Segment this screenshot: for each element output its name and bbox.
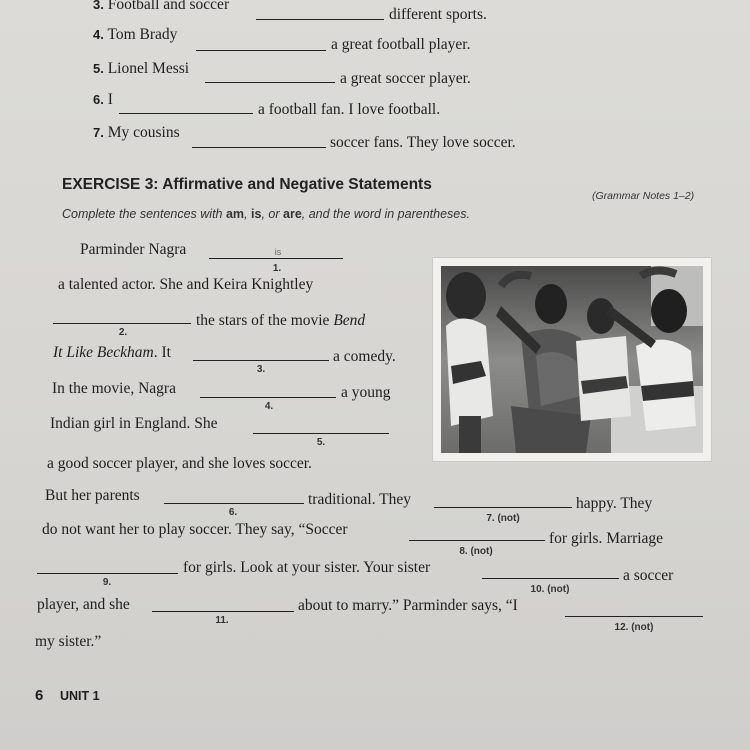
item-6: 6. I xyxy=(93,91,113,108)
blank-3[interactable] xyxy=(193,360,329,361)
number-9: 9. xyxy=(102,577,112,588)
blank-10[interactable] xyxy=(482,578,619,579)
number-5: 5. xyxy=(316,437,326,448)
passage-line-5b: a young xyxy=(341,384,391,401)
passage-line-10a: for girls. Look at your sister. Your sister xyxy=(183,559,431,576)
blank-item-7[interactable] xyxy=(192,147,326,148)
blank-item-4[interactable] xyxy=(196,50,326,51)
blank-12[interactable] xyxy=(565,616,703,617)
blank-8[interactable] xyxy=(409,540,545,541)
blank-item-5[interactable] xyxy=(205,82,335,83)
passage-line-8c: happy. They xyxy=(576,495,653,512)
exercise-instructions: Complete the sentences with am, is, or are, and the word in parentheses. xyxy=(62,207,470,221)
number-11: 11. xyxy=(215,615,229,626)
number-2: 2. xyxy=(118,327,128,338)
item-7-rest: soccer fans. They love soccer. xyxy=(330,134,516,151)
blank-item-3[interactable] xyxy=(256,19,384,20)
item-5-rest: a great soccer player. xyxy=(340,70,471,87)
passage-line-9a: do not want her to play soccer. They say, “Soccer xyxy=(42,521,348,538)
number-3: 3. xyxy=(256,364,266,375)
blank-9[interactable] xyxy=(37,573,178,574)
passage-line-8b: traditional. They xyxy=(308,491,412,508)
passage-line-4: It Like Beckham. It xyxy=(53,344,171,361)
blank-7[interactable] xyxy=(434,507,572,508)
item-4-rest: a great football player. xyxy=(331,36,471,53)
item-6-rest: a football fan. I love football. xyxy=(258,101,441,118)
passage-line-6: Indian girl in England. She xyxy=(50,415,218,432)
number-6: 6. xyxy=(228,507,238,518)
passage-line-12: my sister.” xyxy=(35,633,102,650)
grammar-notes-ref: (Grammar Notes 1–2) xyxy=(592,190,695,202)
number-10: 10. (not) xyxy=(530,584,570,595)
passage-line-8a: But her parents xyxy=(45,487,140,504)
passage-line-1: Parminder Nagra xyxy=(80,241,187,258)
item-4: 4. Tom Brady xyxy=(93,26,178,43)
passage-line-7: a good soccer player, and she loves soccer. xyxy=(47,455,312,472)
passage-line-2: a talented actor. She and Keira Knightley xyxy=(58,276,314,293)
page-number: 6 xyxy=(35,687,44,704)
passage-line-3: the stars of the movie Bend xyxy=(196,312,366,329)
number-4: 4. xyxy=(264,401,274,412)
number-8: 8. (not) xyxy=(459,546,493,557)
passage-line-10b: a soccer xyxy=(623,567,674,584)
passage-line-4b: a comedy. xyxy=(333,348,396,365)
blank-4[interactable] xyxy=(200,397,336,398)
number-12: 12. (not) xyxy=(614,622,654,633)
passage-line-9b: for girls. Marriage xyxy=(549,530,664,547)
blank-1[interactable] xyxy=(209,258,343,259)
soccer-team-photo xyxy=(441,266,703,453)
blank-2[interactable] xyxy=(53,323,191,324)
number-7: 7. (not) xyxy=(486,513,520,524)
number-1: 1. xyxy=(272,263,282,274)
answer-1: is xyxy=(274,247,282,257)
item-7: 7. My cousins xyxy=(93,124,180,141)
item-5: 5. Lionel Messi xyxy=(93,60,190,77)
item-3-rest: different sports. xyxy=(389,6,487,23)
blank-11[interactable] xyxy=(152,611,294,612)
exercise-title: EXERCISE 3: Affirmative and Negative Statements xyxy=(62,176,432,193)
item-3: 3. Football and soccer xyxy=(93,0,230,13)
passage-line-11a: player, and she xyxy=(37,596,130,613)
movie-photo-frame xyxy=(433,258,711,461)
unit-label: UNIT 1 xyxy=(60,689,100,703)
passage-line-5: In the movie, Nagra xyxy=(52,380,176,397)
passage-line-11b: about to marry.” Parminder says, “I xyxy=(298,597,518,614)
blank-5[interactable] xyxy=(253,433,389,434)
soccer-team-photo-image xyxy=(441,266,703,453)
blank-6[interactable] xyxy=(164,503,304,504)
blank-item-6[interactable] xyxy=(119,113,253,114)
